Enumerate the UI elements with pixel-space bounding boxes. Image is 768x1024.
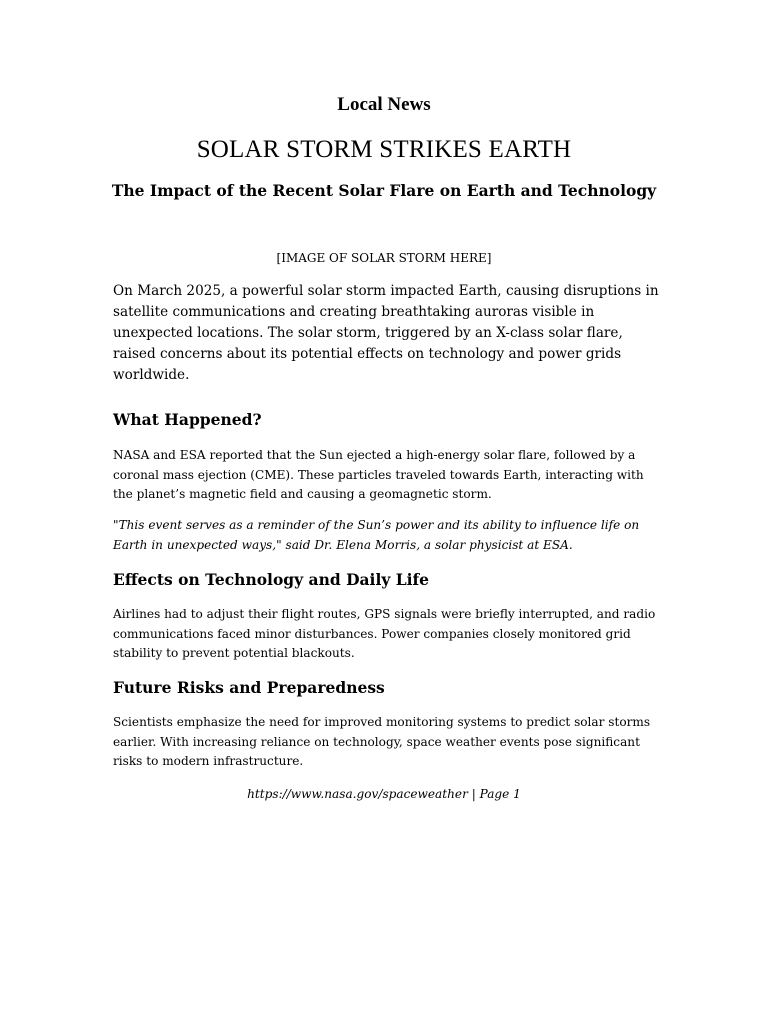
what-happened-paragraph: NASA and ESA reported that the Sun ejected a high-energy solar flare, followed by a coronal mass ejection (CME). These particles traveled towards Earth, interacting with the planet’s magnetic field and causing a geomagnetic storm. [113,448,644,501]
headline: SOLAR STORM STRIKES EARTH [196,136,572,163]
effects-paragraph: Airlines had to adjust their flight routes, GPS signals were briefly interrupted, and radio communications faced minor disturbances. Power companies closely monitored grid stability to prevent potential blackouts. [113,607,656,660]
section-label: Local News [337,94,431,115]
expert-quote: "This event serves as a reminder of the Sun’s power and its ability to influence life on Earth in unexpected ways," said Dr. Elena Morris, a solar physicist at ESA. [113,518,640,552]
subheadline: The Impact of the Recent Solar Flare on Earth and Technology [111,181,657,200]
section-heading-future-risks: Future Risks and Preparedness [113,678,385,697]
image-placeholder: [IMAGE OF SOLAR STORM HERE] [276,251,492,265]
lead-paragraph: On March 2025, a powerful solar storm impacted Earth, causing disruptions in satellite communications and creating breathtaking auroras visible in unexpected locations. The solar storm, triggered by an X-class solar flare, raised concerns about its potential effects on technology and power grids worldwide. [113,283,659,383]
future-risks-paragraph: Scientists emphasize the need for improved monitoring systems to predict solar storms earlier. With increasing reliance on technology, space weather events pose significant risks to modern infrastructure. [113,715,651,768]
section-heading-effects: Effects on Technology and Daily Life [113,570,430,589]
page-footer: https://www.nasa.gov/spaceweather | Page 1 [247,787,521,801]
section-heading-what-happened: What Happened? [113,410,262,429]
